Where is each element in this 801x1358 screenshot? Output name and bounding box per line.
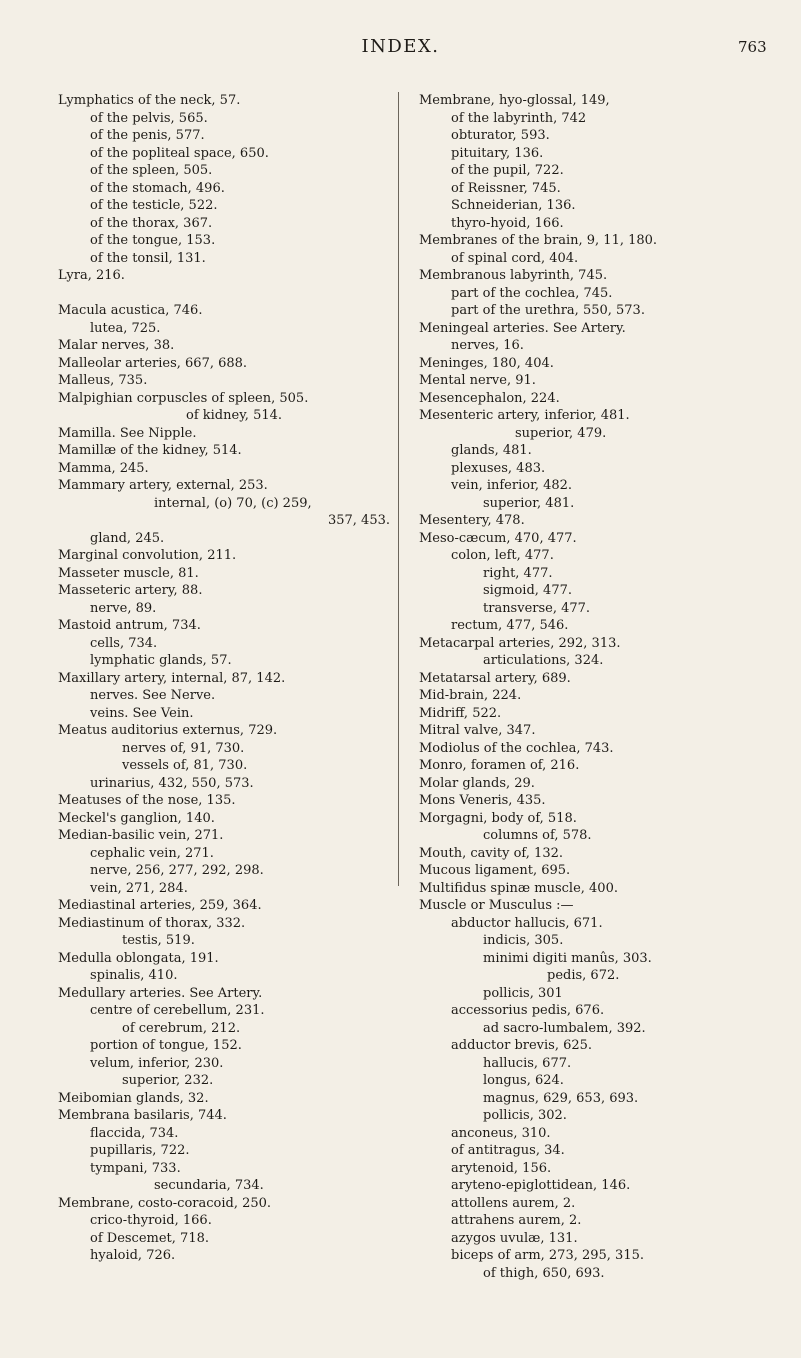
index-entry: Malleolar arteries, 667, 688. <box>58 355 248 371</box>
index-subentry: hallucis, 677. <box>483 1055 572 1071</box>
index-subentry: tympani, 733. <box>90 1160 181 1176</box>
index-subentry: superior, 479. <box>515 425 607 441</box>
index-entry: Masseteric artery, 88. <box>58 583 203 598</box>
index-subentry: adductor brevis, 625. <box>451 1038 593 1053</box>
index-subentry: thyro-hyoid, 166. <box>451 215 564 231</box>
index-subentry: velum, inferior, 230. <box>90 1055 224 1071</box>
index-entry: Macula acustica, 746. <box>58 303 203 318</box>
index-entry: Mouth, cavity of, 132. <box>419 845 563 861</box>
index-entry: Meibomian glands, 32. <box>58 1090 209 1106</box>
index-entry: Medullary arteries. See Artery. <box>58 985 263 1001</box>
index-subentry: of the pelvis, 565. <box>90 110 208 126</box>
index-subentry: nerve, 256, 277, 292, 298. <box>90 863 264 878</box>
index-subentry: pollicis, 302. <box>483 1108 567 1123</box>
index-subentry: veins. See Vein. <box>90 705 194 721</box>
index-subentry: nerves of, 91, 730. <box>122 740 245 756</box>
index-subentry: pedis, 672. <box>547 968 620 983</box>
index-entry: 357, 453. <box>327 513 390 528</box>
index-entry: Muscle or Musculus :— <box>419 898 574 913</box>
index-subentry: superior, 481. <box>483 495 575 511</box>
index-subentry: cephalic vein, 271. <box>90 845 214 861</box>
index-subentry: lymphatic glands, 57. <box>90 653 232 668</box>
index-subentry: of Descemet, 718. <box>90 1230 209 1246</box>
index-entry: Mid-brain, 224. <box>419 688 522 703</box>
index-entry: Medulla oblongata, 191. <box>58 950 219 966</box>
index-subentry: azygos uvulæ, 131. <box>451 1230 578 1246</box>
index-entry: Malleus, 735. <box>58 373 148 388</box>
index-subentry: of the tongue, 153. <box>90 233 216 248</box>
index-subentry: columns of, 578. <box>483 828 592 843</box>
index-subentry: part of the urethra, 550, 573. <box>451 303 645 318</box>
index-subentry: sigmoid, 477. <box>483 583 572 598</box>
index-subentry: lutea, 725. <box>90 320 161 336</box>
index-entry: Meningeal arteries. See Artery. <box>419 320 626 336</box>
index-subentry: pollicis, 301 <box>483 985 563 1001</box>
index-entry: Meckel's ganglion, 140. <box>58 810 215 826</box>
index-entry: Mental nerve, 91. <box>419 373 536 388</box>
index-subentry: of the popliteal space, 650. <box>90 145 269 161</box>
page-title: INDEX. <box>361 36 440 57</box>
index-subentry: transverse, 477. <box>483 600 591 616</box>
index-subentry: Schneiderian, 136. <box>451 198 576 213</box>
index-entry: Mamma, 245. <box>58 460 149 476</box>
index-entry: Morgagni, body of, 518. <box>419 810 577 826</box>
index-subentry: of kidney, 514. <box>186 408 283 423</box>
index-entry: Median-basilic vein, 271. <box>58 828 224 843</box>
index-subentry: of antitragus, 34. <box>451 1143 565 1158</box>
index-subentry: magnus, 629, 653, 693. <box>483 1090 639 1106</box>
index-subentry: colon, left, 477. <box>451 548 554 563</box>
page-number: 763 <box>738 38 767 56</box>
index-entry: Meninges, 180, 404. <box>419 355 554 371</box>
index-subentry: ad sacro-lumbalem, 392. <box>483 1020 646 1036</box>
index-entry: Monro, foramen of, 216. <box>419 758 580 773</box>
index-subentry: indicis, 305. <box>483 933 564 948</box>
index-entry: Mons Veneris, 435. <box>419 793 546 808</box>
index-subentry: superior, 232. <box>122 1073 214 1088</box>
index-subentry: attrahens aurem, 2. <box>451 1213 582 1228</box>
index-entry: Mediastinum of thorax, 332. <box>58 915 246 931</box>
index-entry: Marginal convolution, 211. <box>58 548 237 563</box>
index-subentry: aryteno-epiglottidean, 146. <box>451 1178 631 1193</box>
index-subentry: flaccida, 734. <box>90 1125 179 1141</box>
index-subentry: of the pupil, 722. <box>451 163 564 178</box>
index-subentry: vein, 271, 284. <box>90 880 188 896</box>
index-entry: Mamilla. See Nipple. <box>58 425 197 441</box>
index-entry: Masseter muscle, 81. <box>58 565 199 581</box>
index-subentry: pupillaris, 722. <box>90 1143 190 1158</box>
index-subentry: of cerebrum, 212. <box>122 1020 241 1036</box>
index-subentry: part of the cochlea, 745. <box>451 285 613 301</box>
index-subentry: glands, 481. <box>451 443 532 458</box>
index-subentry: of the labyrinth, 742 <box>451 110 587 126</box>
index-subentry: of the testicle, 522. <box>90 198 218 213</box>
index-entry: Metatarsal artery, 689. <box>419 670 571 686</box>
index-subentry: hyaloid, 726. <box>90 1248 176 1263</box>
index-entry: Membrane, hyo-glossal, 149, <box>419 93 610 108</box>
index-subentry: obturator, 593. <box>451 128 550 143</box>
index-entry: Meso-cæcum, 470, 477. <box>419 530 577 546</box>
index-subentry: attollens aurem, 2. <box>451 1195 576 1211</box>
index-subentry: nerves. See Nerve. <box>90 688 216 703</box>
index-entry: Malar nerves, 38. <box>58 338 175 353</box>
column-divider <box>398 92 399 886</box>
blank-line <box>58 285 390 303</box>
index-entry: Mammary artery, external, 253. <box>58 478 268 493</box>
index-entry: Membrana basilaris, 744. <box>58 1108 227 1123</box>
index-subentry: of the spleen, 505. <box>90 163 213 178</box>
index-subentry: of the penis, 577. <box>90 128 205 143</box>
index-subentry: of the thorax, 367. <box>90 215 213 231</box>
index-entry: Membranes of the brain, 9, 11, 180. <box>419 233 658 248</box>
index-subentry: crico-thyroid, 166. <box>90 1213 212 1228</box>
index-entry: Mediastinal arteries, 259, 364. <box>58 898 262 913</box>
index-entry: Lymphatics of the neck, 57. <box>58 93 241 108</box>
index-subentry: nerve, 89. <box>90 600 157 616</box>
index-subentry: gland, 245. <box>90 530 165 546</box>
index-entry: Metacarpal arteries, 292, 313. <box>419 635 621 651</box>
index-entry: Multifidus spinæ muscle, 400. <box>419 880 618 896</box>
index-subentry: internal, (o) 70, (c) 259, <box>154 495 312 511</box>
index-entry: Membrane, costo-coracoid, 250. <box>58 1195 272 1211</box>
index-subentry: arytenoid, 156. <box>451 1160 552 1176</box>
index-entry: Malpighian corpuscles of spleen, 505. <box>58 390 309 406</box>
index-subentry: rectum, 477, 546. <box>451 618 569 633</box>
index-entry: Lyra, 216. <box>58 268 125 283</box>
index-subentry: accessorius pedis, 676. <box>451 1003 605 1018</box>
index-subentry: of the tonsil, 131. <box>90 250 206 266</box>
index-entry: Membranous labyrinth, 745. <box>419 268 608 283</box>
index-entry: Mesenteric artery, inferior, 481. <box>419 408 630 423</box>
index-subentry: of thigh, 650, 693. <box>483 1265 605 1281</box>
index-subentry: minimi digiti manûs, 303. <box>483 950 652 966</box>
index-entry: Molar glands, 29. <box>419 775 535 791</box>
index-entry: Mesentery, 478. <box>419 513 525 528</box>
index-subentry: portion of tongue, 152. <box>90 1038 242 1053</box>
index-subentry: longus, 624. <box>483 1073 564 1088</box>
index-subentry: vessels of, 81, 730. <box>122 758 248 773</box>
index-subentry: vein, inferior, 482. <box>451 478 573 493</box>
index-subentry: plexuses, 483. <box>451 460 546 476</box>
right-index-column <box>419 92 779 1282</box>
index-entry: Mastoid antrum, 734. <box>58 618 201 633</box>
index-subentry: secundaria, 734. <box>154 1178 264 1193</box>
index-entry: Meatus auditorius externus, 729. <box>58 723 278 738</box>
index-entry: Mitral valve, 347. <box>419 723 536 738</box>
index-subentry: of spinal cord, 404. <box>451 250 579 266</box>
index-subentry: abductor hallucis, 671. <box>451 915 603 931</box>
index-subentry: pituitary, 136. <box>451 145 544 161</box>
index-subentry: anconeus, 310. <box>451 1125 551 1141</box>
index-entry: Mucous ligament, 695. <box>419 863 571 878</box>
index-entry: Mamillæ of the kidney, 514. <box>58 443 242 458</box>
index-subentry: biceps of arm, 273, 295, 315. <box>451 1248 645 1263</box>
index-entry: Mesencephalon, 224. <box>419 390 560 406</box>
index-entry: Midriff, 522. <box>419 705 502 721</box>
index-subentry: articulations, 324. <box>483 653 604 668</box>
index-subentry: cells, 734. <box>90 635 158 651</box>
index-subentry: of the stomach, 496. <box>90 180 225 196</box>
index-subentry: centre of cerebellum, 231. <box>90 1003 265 1018</box>
index-entry: Meatuses of the nose, 135. <box>58 793 236 808</box>
index-subentry: of Reissner, 745. <box>451 180 561 196</box>
index-entry: Maxillary artery, internal, 87, 142. <box>58 670 286 686</box>
index-subentry: testis, 519. <box>122 933 195 948</box>
index-subentry: nerves, 16. <box>451 338 524 353</box>
index-subentry: right, 477. <box>483 565 553 581</box>
index-entry: Modiolus of the cochlea, 743. <box>419 740 614 756</box>
index-subentry: urinarius, 432, 550, 573. <box>90 775 254 791</box>
index-subentry: spinalis, 410. <box>90 968 178 983</box>
left-index-column <box>58 92 390 1265</box>
